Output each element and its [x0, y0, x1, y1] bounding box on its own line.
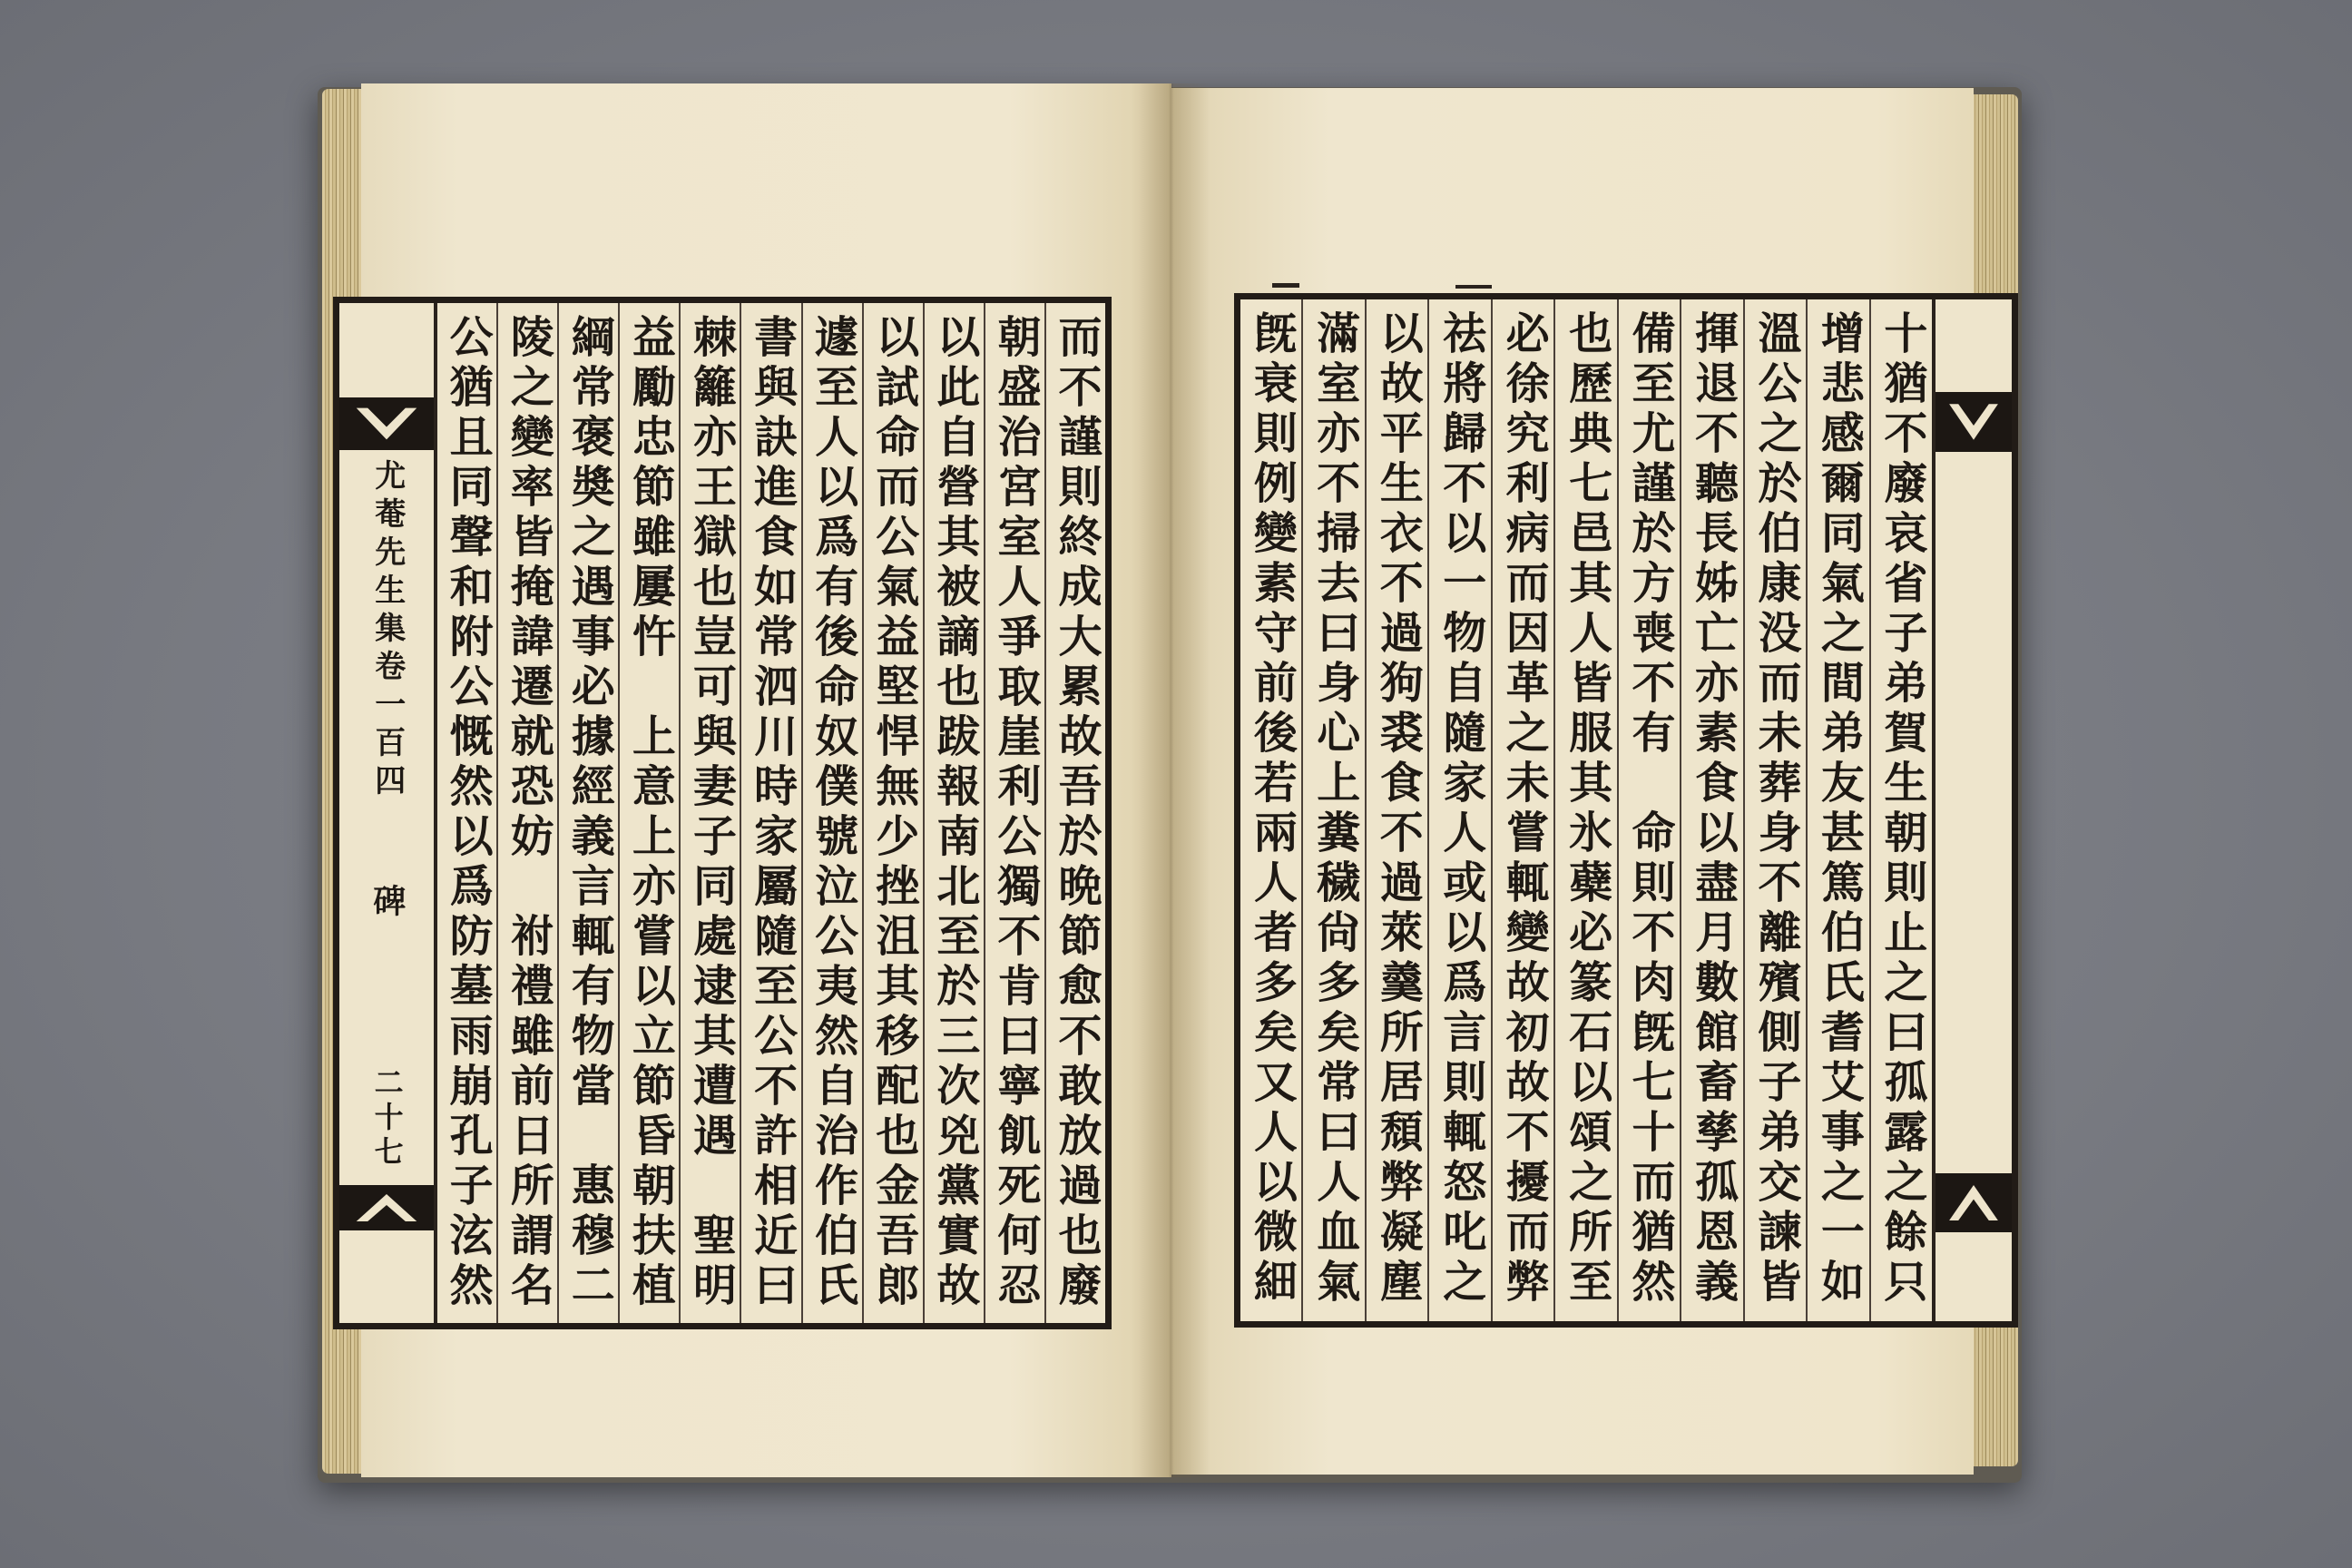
left-page-frame	[333, 297, 1112, 1329]
text-column	[1680, 299, 1742, 1321]
column-text: 揮退不聽長姊亡亦素食以盡月數館畜孳孤恩義	[1687, 310, 1739, 1308]
column-text: 棘籬亦王獄也豈可與妻子同處逮其遭遇 聖明	[685, 314, 737, 1312]
print-mark	[1272, 283, 1299, 288]
text-column	[1743, 299, 1806, 1321]
lower-fish-tail-mark	[1936, 1173, 2012, 1232]
book-title-text: 尤菴先生集卷一百四	[368, 459, 406, 802]
column-text: 書與訣進食如常泗川時家屬隨至公不許相近曰	[746, 314, 798, 1312]
text-column	[437, 303, 496, 1323]
column-text: 祛將歸不以一物自隨家人或以爲言則輒怒叱之	[1435, 310, 1486, 1308]
column-text: 陵之變率皆掩諱遷就恐妨 祔禮雖前日所謂名	[503, 314, 554, 1312]
text-column	[1617, 299, 1680, 1321]
text-column	[1869, 299, 1932, 1321]
fish-tail-icon	[1936, 392, 2012, 452]
section-label	[339, 884, 434, 916]
right-page-frame	[1234, 293, 2018, 1328]
column-text: 十猶不廢哀省子弟賀生朝則止之曰孤露之餘只	[1876, 310, 1927, 1308]
column-text: 備至尤謹於方喪不有 命則不肉旣七十而猶然	[1624, 310, 1676, 1308]
column-text: 朝盛治宮室人爭取崖利公獨不肯曰寧飢死何忍	[989, 314, 1041, 1312]
column-text: 遽至人以爲有後命奴僕號泣公夷然自治作伯氏	[807, 314, 858, 1312]
text-column	[1240, 299, 1301, 1321]
fish-tail-icon	[1936, 1173, 2012, 1232]
column-text: 增悲感爾同氣之間弟友甚篤伯氏耆艾事之一如	[1813, 310, 1865, 1308]
column-text: 公猶且同聲和附公慨然以爲防墓雨崩孔子泫然	[442, 314, 494, 1312]
section-label-text: 碑	[368, 884, 407, 916]
book-gutter	[1131, 83, 1210, 1477]
text-column	[618, 303, 679, 1323]
text-column	[557, 303, 618, 1323]
column-text: 而不謹則終成大累故吾於晩節愈不敢放過也廢	[1051, 314, 1102, 1312]
book-title	[339, 459, 434, 802]
text-column	[801, 303, 862, 1323]
fish-tail-icon	[339, 1185, 434, 1230]
column-text: 綱常褒奬之遇事必據經義言輒有物當 惠穆二	[564, 314, 615, 1312]
leaf-number	[339, 1067, 434, 1171]
text-column	[923, 303, 984, 1323]
column-text: 溫公之於伯康没而未葬身不離殯側子弟交諫皆	[1749, 310, 1801, 1308]
text-column	[1044, 303, 1105, 1323]
column-text: 以試命而公氣益堅悍無少挫沮其移配也金吾郎	[867, 314, 919, 1312]
text-column	[1365, 299, 1427, 1321]
upper-fish-tail-mark	[339, 397, 434, 450]
text-column	[862, 303, 923, 1323]
text-column	[679, 303, 740, 1323]
text-column	[1491, 299, 1553, 1321]
print-mark	[1455, 285, 1492, 289]
leaf-number-text: 二十七	[369, 1067, 405, 1171]
lower-fish-tail-mark	[339, 1185, 434, 1230]
text-column	[984, 303, 1044, 1323]
text-column	[1301, 299, 1364, 1321]
text-column	[1553, 299, 1616, 1321]
fish-tail-icon	[339, 397, 434, 450]
text-column	[1427, 299, 1490, 1321]
column-text: 旣衰則例變素守前後若兩人者多矣又人以微細	[1246, 310, 1298, 1308]
text-column	[496, 303, 557, 1323]
center-margin-column	[1932, 299, 2012, 1321]
column-text: 必徐究利病而因革之未嘗輒變故初故不擾而弊	[1498, 310, 1550, 1308]
text-column	[740, 303, 800, 1323]
column-text: 滿室亦不掃去曰身心上糞穢尙多矣常曰人血氣	[1308, 310, 1360, 1308]
left-page-text	[437, 303, 1105, 1323]
upper-fish-tail-mark	[1936, 392, 2012, 452]
column-text: 益勵忠節雖屢忤 上意上亦嘗以立節昏朝扶植	[624, 314, 676, 1312]
column-text: 以故平生衣不過狗裘食不過萊羹所居頹弊凝塵	[1372, 310, 1424, 1308]
right-page-text	[1240, 299, 1932, 1321]
center-margin-column	[339, 303, 437, 1323]
text-column	[1806, 299, 1868, 1321]
column-text: 也歷典七邑其人皆服其氷蘗必篆石以頌之所至	[1561, 310, 1612, 1308]
column-text: 以此自營其被謫也跋報南北至於三次兇黨實故	[928, 314, 980, 1312]
